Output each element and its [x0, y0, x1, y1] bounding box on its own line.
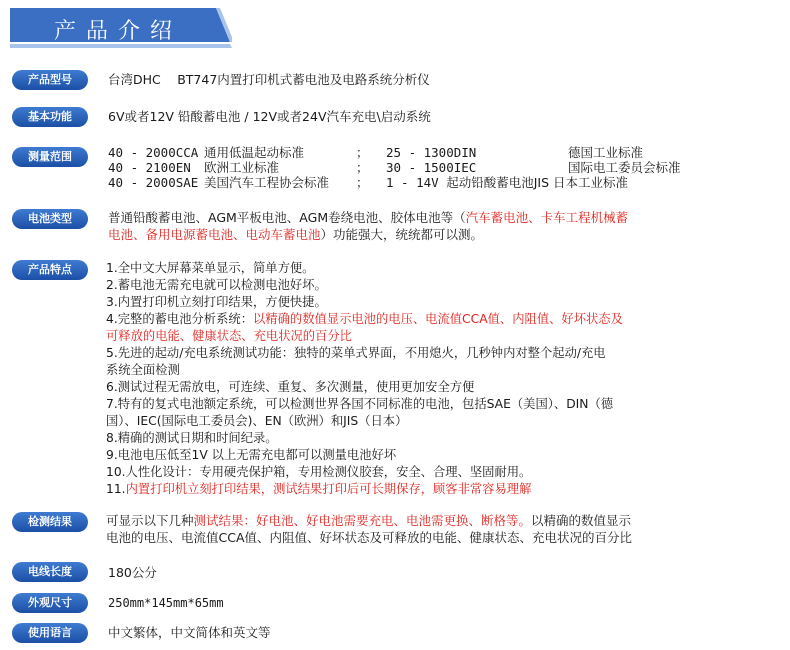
feature-3: 3.内置打印机立刻打印结果，方便快捷。: [106, 295, 327, 309]
range-table: [108, 145, 685, 190]
feature-1: 1.全中文大屏幕菜单显示，简单方便。: [106, 261, 315, 275]
feature-4-cont: 可释放的电能、健康状态、充电状况的百分比: [106, 329, 352, 343]
range-badge: 测量范围: [12, 147, 88, 167]
range-row-1: 40 - 2000CCA 通用低温起动标准 ； 25 - 1300DIN 德国工业标准: [108, 145, 644, 160]
battery-types-text: 普通铅酸蓄电池、AGM平板电池、AGM卷绕电池、胶体电池等（汽车蓄电池、卡车工程机械蓄 电池、备用电源蓄电池、电动车蓄电池）功能强大，统统都可以测。: [108, 210, 629, 242]
feature-5: 5.先进的起动/充电系统测试功能：独特的菜单式界面，不用熄火，几秒钟内对整个起动/充电: [106, 346, 606, 360]
model-badge: 产品型号: [12, 70, 88, 90]
cable-text: 180公分: [108, 565, 157, 580]
size-text: 250mm*145mm*65mm: [108, 596, 224, 610]
feature-8: 8.精确的测试日期和时间纪录。: [106, 431, 278, 445]
basic-text: 6V或者12V 铅酸蓄电池 / 12V或者24V汽车充电\启动系统: [108, 109, 431, 124]
battery-types-badge: 电池类型: [12, 209, 88, 229]
features-badge: 产品特点: [12, 260, 88, 280]
range-table-wrap: [108, 145, 758, 190]
feature-9: 9.电池电压低至1V 以上无需充电都可以测量电池好坏: [106, 448, 397, 462]
cable-badge: 电线长度: [12, 562, 88, 582]
feature-6: 6.测试过程无需放电，可连续、重复、多次测量，使用更加安全方便: [106, 380, 475, 394]
feature-10: 10.人性化设计：专用硬壳保护箱，专用检测仪胶套，安全、合理、坚固耐用。: [106, 465, 532, 479]
feature-4: 4.完整的蓄电池分析系统：以精确的数值显示电池的电压、电流值CCA值、内阻值、好坏状态及: [106, 312, 623, 326]
header-banner: [10, 8, 232, 48]
size-badge: 外观尺寸: [12, 593, 88, 613]
basic-badge: 基本功能: [12, 107, 88, 127]
feature-2: 2.蓄电池无需充电就可以检测电池好坏。: [106, 278, 327, 292]
feature-5-cont: 系统全面检测: [106, 363, 180, 377]
feature-7-cont: 国）、IEC(国际电工委员会)、EN（欧洲）和JIS（日本）: [106, 414, 408, 428]
language-text: 中文繁体，中文简体和英文等: [108, 625, 271, 640]
feature-11: 11.内置打印机立刻打印结果，测试结果打印后可长期保存，顾客非常容易理解: [106, 482, 532, 496]
results-badge: 检测结果: [12, 512, 88, 532]
model-text: 台湾DHC BT747内置打印机式蓄电池及电路系统分析仪: [108, 72, 430, 87]
language-badge: 使用语言: [12, 623, 88, 643]
features-list: [106, 260, 716, 498]
results-text: 可显示以下几种测试结果：好电池、好电池需要充电、电池需更换、断格等。以精确的数值显示 电池的电压、电流值CCA值、内阻值、好坏状态及可释放的电能、健康状态、充电状况的百分比: [106, 513, 633, 545]
range-row-2: 40 - 2100EN 欧洲工业标准 ； 30 - 1500IEC 国际电工委员会标准: [108, 160, 681, 175]
range-row-3: 40 - 2000SAE 美国汽车工程协会标准 ； 1 - 14V 起动铅酸蓄电池JIS 日本工业标准: [108, 175, 629, 190]
page-title: 产品介绍: [54, 19, 183, 44]
feature-7: 7.特有的复式电池额定系统，可以检测世界各国不同标准的电池，包括SAE（美国）、DIN（德: [106, 397, 614, 411]
